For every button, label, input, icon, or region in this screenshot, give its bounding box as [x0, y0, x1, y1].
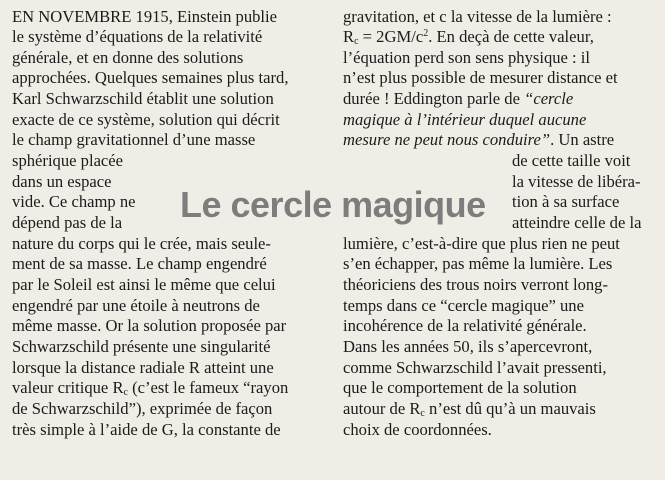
left-line-5: Karl Schwarzschild établit une solution — [12, 89, 274, 108]
text-run: durée ! Eddington parle de — [343, 89, 525, 108]
right-line-13: s’en échapper, pas même la lumière. Les — [343, 254, 613, 273]
superscript: 2 — [423, 28, 429, 39]
text-run: (c’est le fameux “rayon — [127, 378, 289, 397]
right-line-6: magique à l’intérieur duquel aucune — [343, 110, 587, 129]
right-line-7 — [343, 130, 614, 150]
left-line-6: exacte de ce système, solution qui décrit — [12, 110, 280, 129]
subscript: c — [123, 387, 128, 398]
right-line-4: n’est plus possible de mesurer distance et — [343, 68, 618, 87]
text-run: . Un astre — [550, 130, 615, 149]
right-line-21: choix de coordonnées. — [343, 420, 492, 439]
left-line-21: très simple à l’aide de G, la constante de — [12, 420, 281, 439]
left-line-9: dans un espace — [12, 172, 112, 191]
left-line-16: même masse. Or la solution proposée par — [12, 316, 287, 335]
left-line-12: nature du corps qui le crée, mais seule- — [12, 234, 271, 253]
subscript: c — [354, 36, 359, 47]
text-run: R — [343, 27, 355, 46]
left-line-18: lorsque la distance radiale R atteint une — [12, 358, 274, 377]
text-run: = 2GM/c — [358, 27, 424, 46]
right-line-20 — [343, 399, 596, 419]
right-line-19: que le comportement de la solution — [343, 378, 577, 397]
left-line-19 — [12, 378, 288, 398]
right-line-5 — [343, 89, 573, 109]
left-line-7: le champ gravitationnel d’une masse — [12, 130, 256, 149]
right-line-8: de cette taille voit — [512, 151, 631, 170]
right-line-15: temps dans ce “cercle magique” une — [343, 296, 584, 315]
text-run: valeur critique R — [12, 378, 124, 397]
right-line-1: gravitation, et c la vitesse de la lumière : — [343, 7, 612, 26]
right-line-3: l’équation perd son sens physique : il — [343, 48, 591, 67]
quote-run: mesure ne peut nous conduire” — [343, 130, 551, 149]
right-line-14: théoriciens des trous noirs verront long- — [343, 275, 608, 294]
left-line-1: EN NOVEMBRE 1915, Einstein publie — [12, 7, 278, 26]
right-line-18: comme Schwarzschild l’avait pressenti, — [343, 358, 607, 377]
text-run: n’est dû qu’à un mauvais — [424, 399, 596, 418]
text-run: . En deçà de cette valeur, — [428, 27, 594, 46]
left-line-4: approchées. Quelques semaines plus tard, — [12, 68, 289, 87]
left-line-2: le système d’équations de la relativité — [12, 27, 263, 46]
article-heading: Le cercle magique — [180, 184, 486, 225]
left-line-11: dépend pas de la — [12, 213, 123, 232]
right-line-10: tion à sa surface — [512, 192, 620, 211]
subscript: c — [420, 408, 425, 419]
left-line-20: de Schwarzschild”), exprimée de façon — [12, 399, 273, 418]
right-line-9: la vitesse de libéra- — [512, 172, 641, 191]
left-line-13: ment de sa masse. Le champ engendré — [12, 254, 267, 273]
right-line-2 — [343, 27, 594, 47]
right-line-12: lumière, c’est-à-dire que plus rien ne peut — [343, 234, 620, 253]
right-line-11: atteindre celle de la — [512, 213, 642, 232]
right-line-17: Dans les années 50, ils s’apercevront, — [343, 337, 593, 356]
right-line-16: incohérence de la relativité générale. — [343, 316, 587, 335]
quote-run: “cercle — [524, 89, 574, 108]
left-line-8: sphérique placée — [12, 151, 124, 170]
left-line-17: Schwarzschild présente une singularité — [12, 337, 271, 356]
left-line-14: par le Soleil est ainsi le même que celui — [12, 275, 276, 294]
text-run: autour de R — [343, 399, 421, 418]
left-line-10: vide. Ce champ ne — [12, 192, 136, 211]
left-line-3: générale, et en donne des solutions — [12, 48, 244, 67]
left-line-15: engendré par une étoile à neutrons de — [12, 296, 260, 315]
